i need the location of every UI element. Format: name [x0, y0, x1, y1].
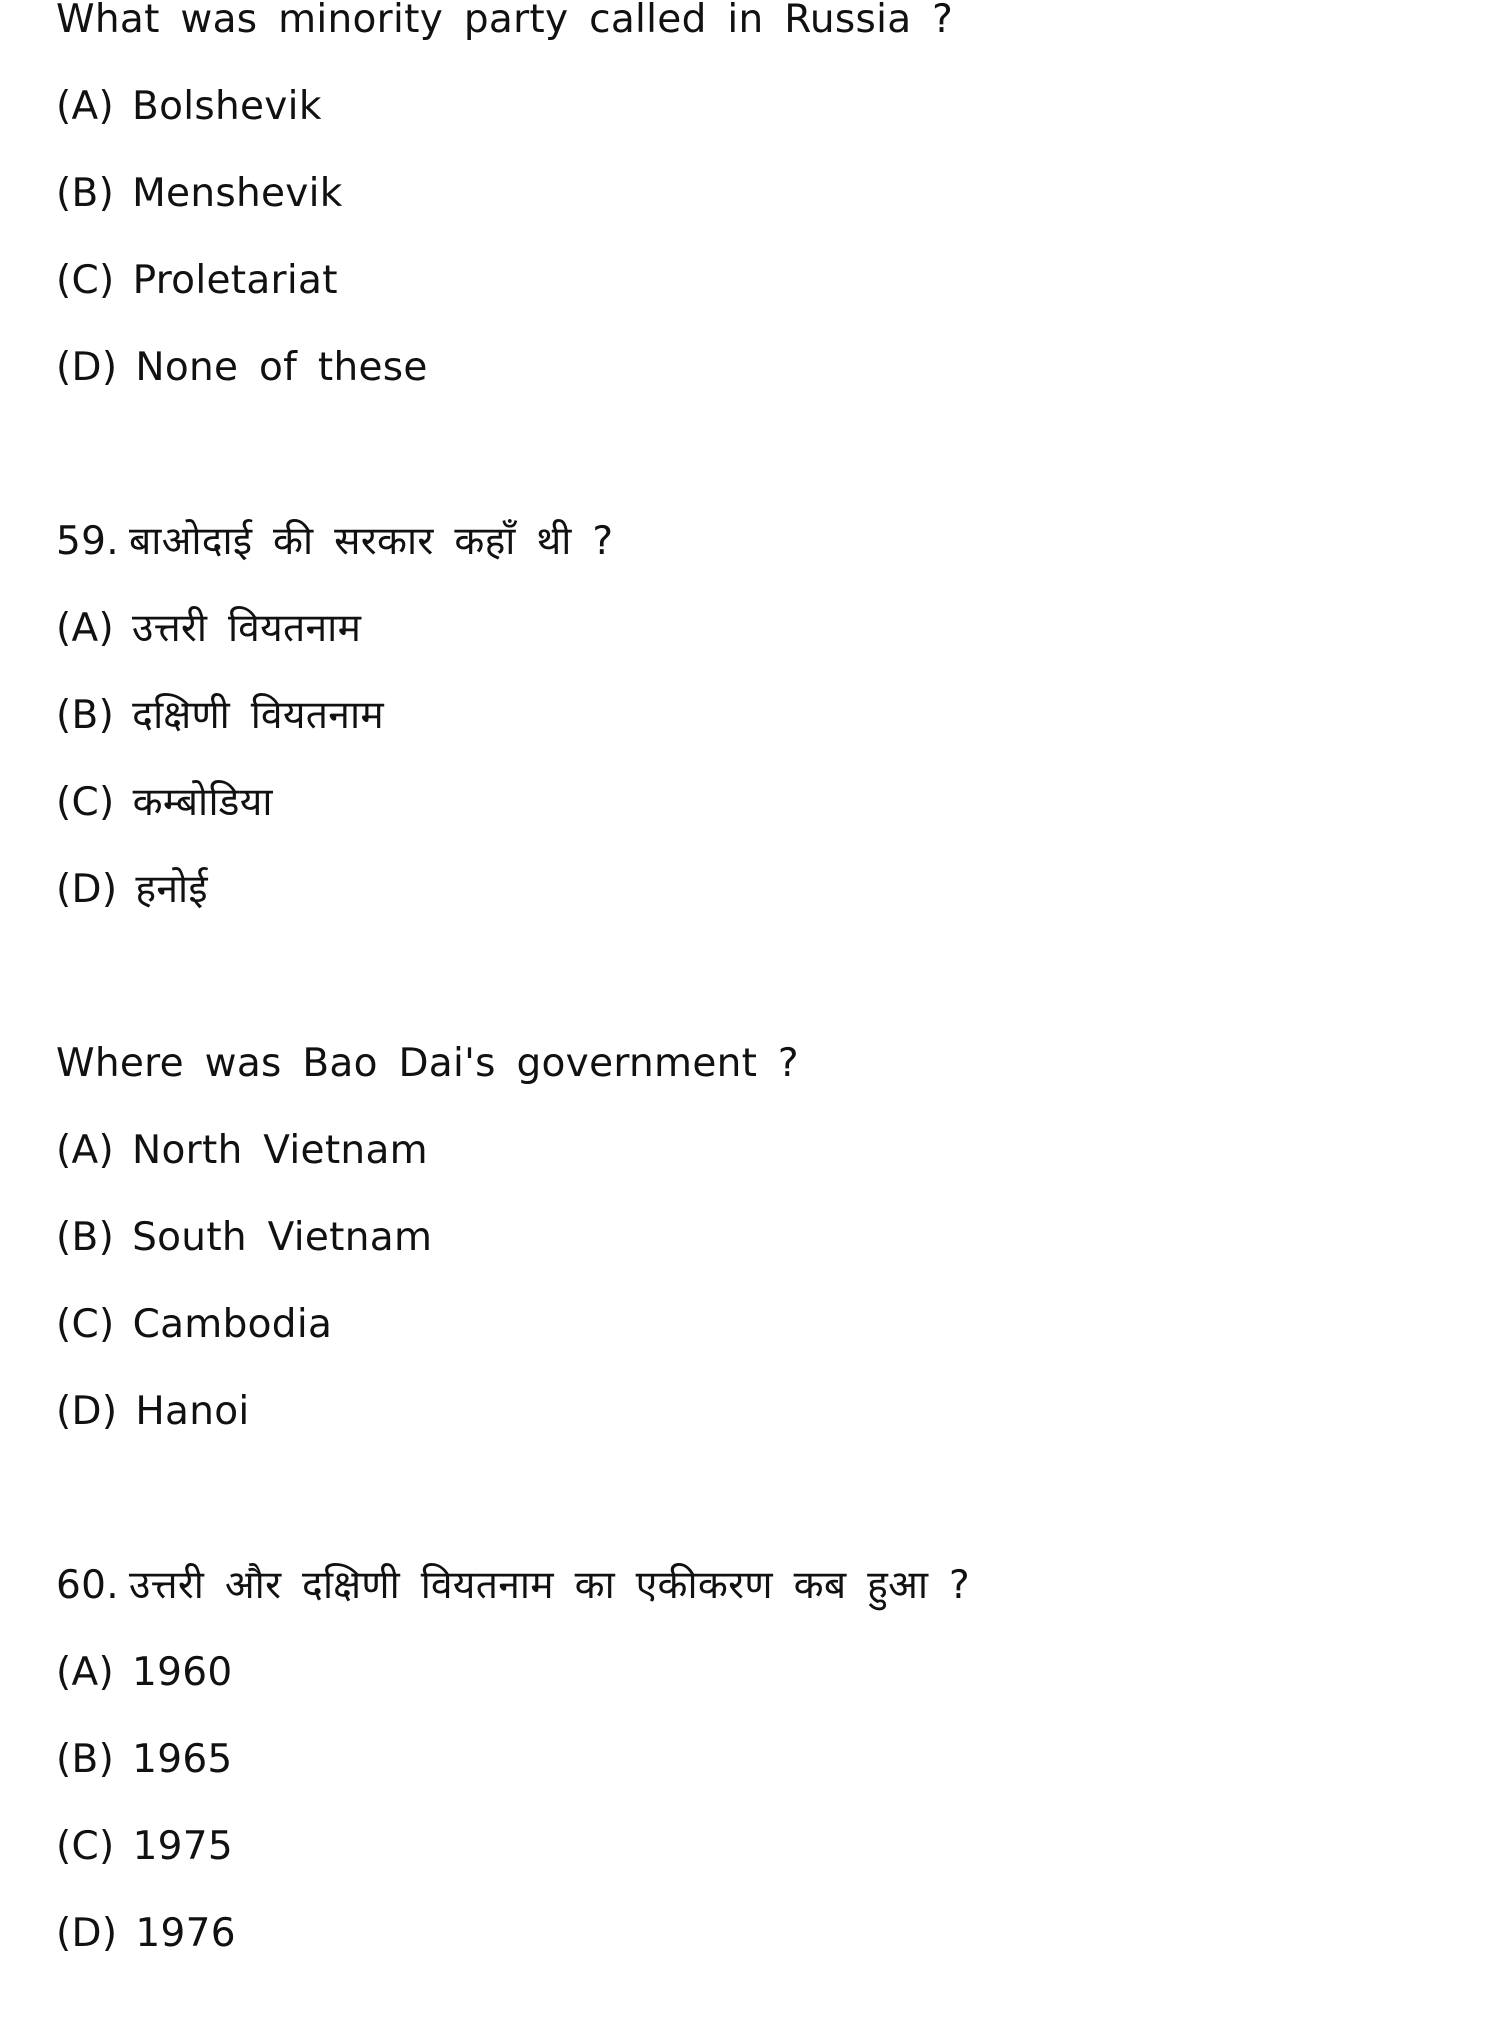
question-text: [56, 0, 953, 44]
option-text: उत्तरी वियतनाम: [132, 606, 362, 651]
option-letter: (B): [56, 693, 115, 738]
option-text: Proletariat: [132, 258, 338, 303]
option-letter: (B): [56, 1215, 115, 1260]
option-d: [56, 1910, 236, 1958]
option-text: Hanoi: [135, 1389, 250, 1434]
option-text: North Vietnam: [132, 1128, 428, 1173]
option-text: Bolshevik: [132, 84, 322, 129]
option-letter: (D): [56, 867, 118, 912]
question-number: 60.: [56, 1563, 119, 1608]
option-letter: (C): [56, 780, 115, 825]
option-d: [56, 866, 208, 914]
option-letter: (D): [56, 345, 118, 390]
option-text: 1975: [132, 1824, 234, 1869]
question-text: [56, 1562, 970, 1610]
question-text-label: Where was Bao Dai's government ?: [56, 1041, 799, 1086]
option-d: [56, 344, 428, 392]
option-c: [56, 1301, 332, 1349]
option-text: 1965: [132, 1737, 233, 1782]
option-letter: (A): [56, 606, 115, 651]
option-text: हनोई: [135, 867, 208, 912]
question-text-label: What was minority party called in Russia ?: [56, 0, 954, 42]
option-text: कम्बोडिया: [132, 780, 273, 825]
option-text: None of these: [135, 345, 428, 390]
option-c: [56, 779, 273, 827]
option-letter: (A): [56, 1128, 115, 1173]
option-letter: (A): [56, 1650, 115, 1695]
option-text: Menshevik: [132, 171, 343, 216]
option-a: [56, 605, 361, 653]
option-a: [56, 1649, 232, 1697]
option-b: [56, 692, 384, 740]
option-letter: (D): [56, 1911, 118, 1956]
question-text: [56, 518, 613, 566]
option-text: 1960: [132, 1650, 233, 1695]
option-b: [56, 1214, 432, 1262]
option-a: [56, 1127, 428, 1175]
option-text: 1976: [135, 1911, 236, 1956]
option-text: Cambodia: [132, 1302, 333, 1347]
option-a: [56, 83, 322, 131]
question-number: 59.: [56, 519, 119, 564]
option-letter: (A): [56, 84, 115, 129]
option-b: [56, 170, 343, 218]
option-text: South Vietnam: [132, 1215, 433, 1260]
option-letter: (B): [56, 1737, 115, 1782]
question-text-label: बाओदाई की सरकार कहाँ थी ?: [128, 519, 614, 564]
option-d: [56, 1388, 250, 1436]
question-text: [56, 1040, 799, 1088]
option-letter: (B): [56, 171, 115, 216]
option-c: [56, 257, 338, 305]
option-letter: (C): [56, 1302, 115, 1347]
option-b: [56, 1736, 233, 1784]
question-text-label: उत्तरी और दक्षिणी वियतनाम का एकीकरण कब हुआ ?: [128, 1563, 970, 1608]
option-letter: (C): [56, 258, 115, 303]
option-text: दक्षिणी वियतनाम: [132, 693, 384, 738]
option-letter: (D): [56, 1389, 118, 1434]
option-c: [56, 1823, 233, 1871]
option-letter: (C): [56, 1824, 115, 1869]
